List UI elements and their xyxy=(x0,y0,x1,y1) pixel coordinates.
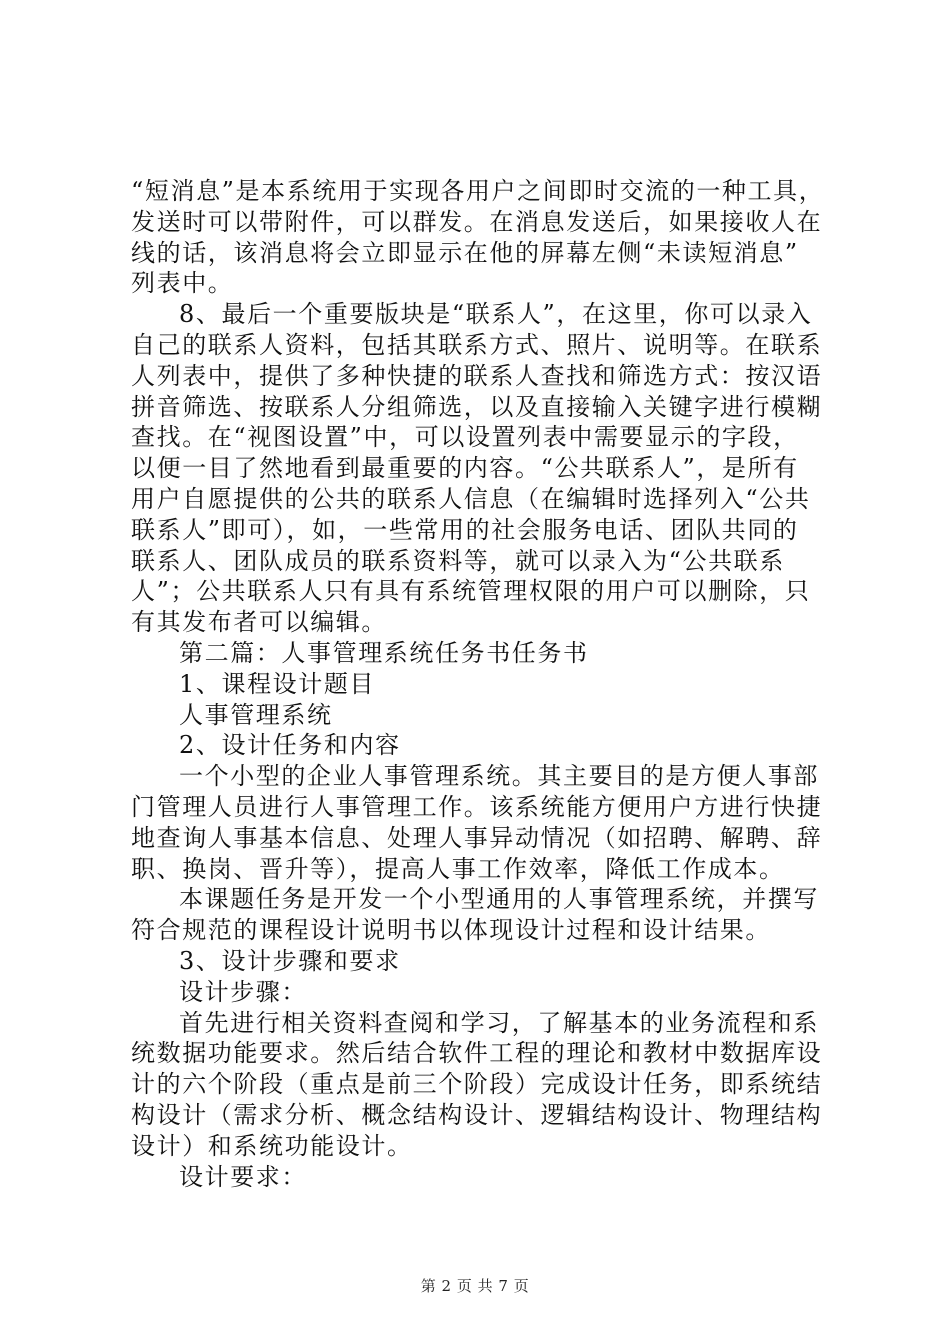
text-line: 计的六个阶段（重点是前三个阶段）完成设计任务，即系统结 xyxy=(131,1070,823,1099)
text-line: 以便一目了然地看到最重要的内容。“公共联系人”，是所有 xyxy=(131,454,799,483)
text-line: 符合规范的课程设计说明书以体现设计过程和设计结果。 xyxy=(131,916,771,945)
text-line: 自己的联系人资料，包括其联系方式、照片、说明等。在联系 xyxy=(131,330,823,359)
text-line: 人事管理系统 xyxy=(179,700,333,729)
text-line: 设计）和系统功能设计。 xyxy=(131,1131,413,1160)
text-line: 联系人、团队成员的联系资料等，就可以录入为“公共联系 xyxy=(131,546,785,575)
text-line: 有其发布者可以编辑。 xyxy=(131,608,387,637)
text-line: 第二篇：人事管理系统任务书任务书 xyxy=(179,638,589,667)
text-line: 用户自愿提供的公共的联系人信息（在编辑时选择列入“公共 xyxy=(131,484,811,513)
text-line: “短消息”是本系统用于实现各用户之间即时交流的一种工具， xyxy=(131,177,825,205)
text-line: 拼音筛选、按联系人分组筛选，以及直接输入关键字进行模糊 xyxy=(131,392,823,421)
page-footer: 第 2 页 共 7 页 xyxy=(420,1277,530,1295)
text-line: 1、课程设计题目 xyxy=(179,669,376,698)
document-body xyxy=(131,176,831,1192)
text-line: 地查询人事基本信息、处理人事异动情况（如招聘、解聘、辞 xyxy=(131,823,823,852)
text-line: 人”；公共联系人只有具有系统管理权限的用户可以删除，只 xyxy=(131,577,811,606)
text-line: 本课题任务是开发一个小型通用的人事管理系统，并撰写 xyxy=(179,885,819,914)
text-line: 一个小型的企业人事管理系统。其主要目的是方便人事部 xyxy=(179,762,819,791)
text-line: 设计步骤： xyxy=(179,977,307,1006)
text-line: 人列表中，提供了多种快捷的联系人查找和筛选方式：按汉语 xyxy=(131,361,823,390)
text-line: 2、设计任务和内容 xyxy=(179,731,401,760)
text-line: 联系人”即可），如，一些常用的社会服务电话、团队共同的 xyxy=(131,515,799,544)
text-line: 统数据功能要求。然后结合软件工程的理论和教材中数据库设 xyxy=(131,1039,823,1068)
text-line: 线的话，该消息将会立即显示在他的屏幕左侧“未读短消息” xyxy=(131,238,799,267)
text-line: 查找。在“视图设置”中，可以设置列表中需要显示的字段， xyxy=(131,423,799,452)
text-line: 设计要求： xyxy=(179,1162,307,1191)
text-line: 8、最后一个重要版块是“联系人”，在这里，你可以录入 xyxy=(179,300,813,329)
text-line: 3、设计步骤和要求 xyxy=(179,946,401,975)
text-line: 列表中。 xyxy=(131,269,234,298)
text-line: 构设计（需求分析、概念结构设计、逻辑结构设计、物理结构 xyxy=(131,1100,823,1129)
text-line: 门管理人员进行人事管理工作。该系统能方便用户方进行快捷 xyxy=(131,792,823,821)
text-line: 发送时可以带附件，可以群发。在消息发送后，如果接收人在 xyxy=(131,207,823,236)
text-line: 首先进行相关资料查阅和学习，了解基本的业务流程和系 xyxy=(179,1008,819,1037)
text-line: 职、换岗、晋升等），提高人事工作效率，降低工作成本。 xyxy=(131,854,785,883)
